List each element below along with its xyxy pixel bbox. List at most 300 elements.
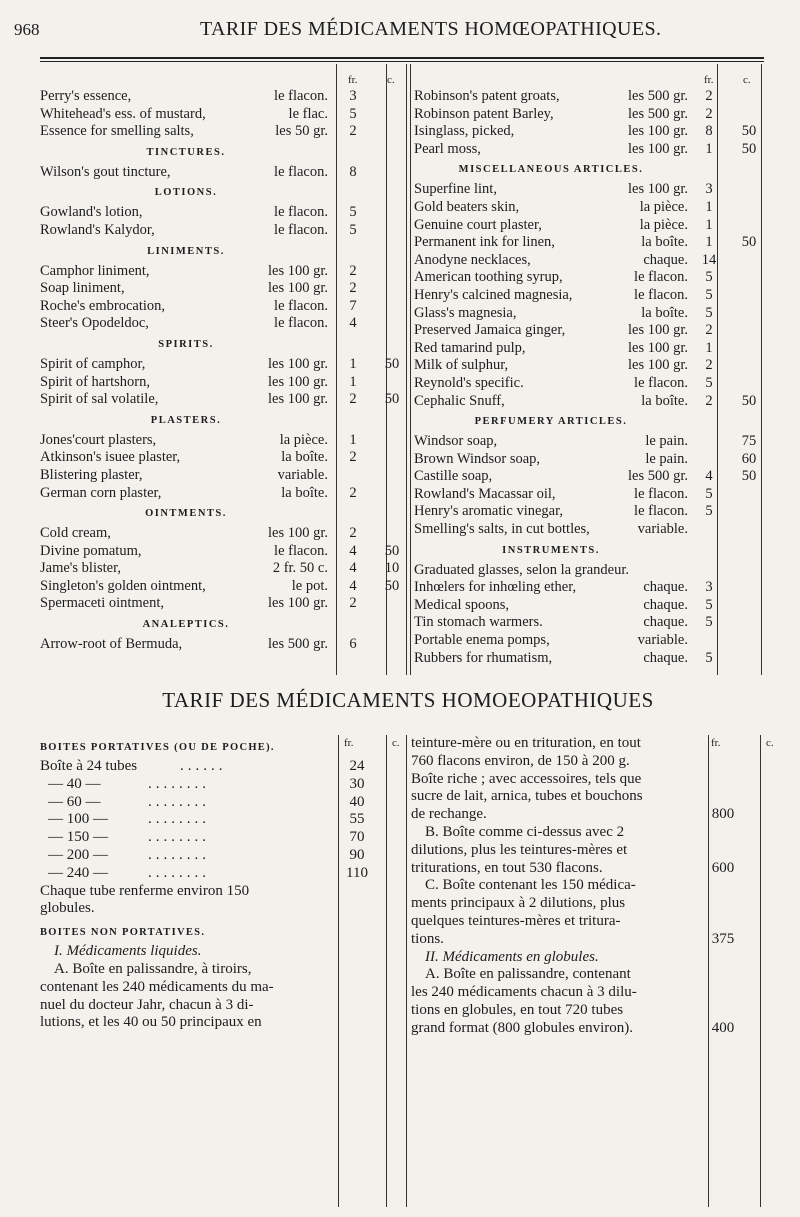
centime-heading: c.: [766, 737, 774, 749]
column-rule: [760, 735, 761, 1207]
price-centimes: 75: [741, 433, 757, 450]
price-centimes: 50: [741, 140, 757, 157]
box-label: — 240 —: [48, 864, 108, 881]
price-francs: 2: [349, 449, 357, 466]
line-text: C. Boîte contenant les 150 médica-: [425, 877, 636, 894]
item-unit: les 100 gr.: [627, 339, 688, 356]
paragraph-line: [411, 842, 711, 860]
price-francs: 5: [349, 105, 357, 122]
price-francs: 2: [705, 322, 713, 339]
box-price: 800: [711, 806, 735, 823]
item-unit: les 50 gr.: [275, 123, 328, 140]
price-centimes: 50: [741, 468, 757, 485]
price-row: [414, 88, 764, 106]
price-centimes: 50: [384, 355, 400, 372]
item-name: Reynold's specific.: [414, 374, 524, 391]
item-unit: la pièce.: [639, 198, 688, 215]
price-francs: 1: [705, 234, 713, 251]
section-heading: MISCELLANEOUS ARTICLES.: [458, 164, 644, 176]
item-name: Permanent ink for linen,: [414, 234, 555, 251]
item-name: Jones'court plasters,: [40, 431, 157, 448]
paragraph-line: [411, 966, 711, 984]
box-price-row: [40, 829, 365, 847]
item-name: Arrow-root of Bermuda,: [40, 636, 183, 653]
leader-dots: ........: [148, 829, 210, 846]
box-label: — 150 —: [48, 829, 108, 846]
item-unit: le flacon.: [634, 374, 688, 391]
leader-dots: ........: [148, 793, 210, 810]
item-unit: le flacon.: [274, 204, 328, 221]
price-row: [414, 199, 764, 217]
price-row: [40, 432, 406, 450]
price-row: [40, 123, 406, 141]
column-rule: [410, 64, 411, 675]
header-rule: [40, 57, 764, 59]
price-francs: 2: [349, 595, 357, 612]
paragraph-line: [411, 1002, 711, 1020]
item-unit: la pièce.: [639, 216, 688, 233]
item-unit: les 500 gr.: [627, 88, 688, 104]
item-name: Soap liniment,: [40, 280, 125, 297]
price-row: [414, 252, 764, 270]
item-unit: la boîte.: [641, 392, 688, 409]
price-row: [414, 269, 764, 287]
paragraph-line: [411, 930, 735, 949]
box-label: Boîte à 24 tubes: [40, 758, 138, 774]
paragraph-line: [411, 1019, 735, 1038]
item-name: Medical spoons,: [414, 596, 510, 613]
paragraph-line: [411, 984, 711, 1002]
price-row: [40, 280, 406, 298]
item-unit: les 100 gr.: [627, 357, 688, 374]
item-unit: 2 fr. 50 c.: [272, 560, 328, 577]
box-price: 24: [349, 758, 365, 774]
paragraph-line: [411, 877, 711, 895]
line-text: sucre de lait, arnica, tubes et bouchons: [411, 788, 643, 805]
note-line: globules.: [40, 900, 95, 917]
price-francs: 5: [705, 614, 713, 631]
item-unit: les 100 gr.: [267, 280, 328, 297]
paragraph-line: lutions, et les 40 ou 50 principaux en: [40, 1014, 262, 1031]
item-name: Spirit of hartshorn,: [40, 373, 150, 390]
item-name: Spirit of sal volatile,: [40, 391, 159, 408]
item-unit: la boîte.: [641, 234, 688, 251]
line-text: ments principaux à 2 dilutions, plus: [411, 895, 626, 912]
price-row: [414, 521, 764, 539]
item-name: Jame's blister,: [40, 560, 121, 577]
line-text: A. Boîte en palissandre, contenant: [425, 966, 631, 983]
box-label: — 40 —: [48, 775, 101, 792]
item-name: Anodyne necklaces,: [414, 251, 531, 268]
item-name: Spirit of camphor,: [40, 355, 146, 372]
item-unit: chaque.: [643, 579, 688, 596]
item-unit: les 500 gr.: [627, 105, 688, 122]
box-price: 375: [711, 930, 735, 947]
section-title: TARIF DES MÉDICAMENTS HOMOEOPATHIQUES: [162, 688, 654, 712]
item-unit: chaque.: [643, 251, 688, 268]
price-francs: 2: [705, 392, 713, 409]
price-row: [414, 322, 764, 340]
price-francs: 2: [349, 280, 357, 297]
box-price-row: [40, 864, 368, 883]
item-unit: les 100 gr.: [627, 181, 688, 198]
box-price: 600: [711, 859, 735, 876]
item-unit: variable.: [277, 466, 328, 483]
item-name: Red tamarind pulp,: [414, 339, 526, 356]
price-row: [40, 204, 406, 222]
paragraph-line: [411, 895, 711, 913]
box-price: 40: [349, 793, 365, 810]
item-unit: la boîte.: [281, 484, 328, 501]
item-name: Atkinson's isuee plaster,: [40, 449, 181, 466]
price-row: [414, 181, 764, 199]
item-name: Castille soap,: [414, 468, 493, 485]
line-text: de rechange.: [411, 806, 487, 823]
section-heading: SPIRITS.: [158, 338, 214, 350]
item-name: Divine pomatum,: [40, 542, 142, 559]
franc-heading: fr.: [704, 74, 714, 86]
line-text: grand format (800 globules environ).: [411, 1019, 634, 1036]
item-unit: la pièce.: [279, 431, 328, 448]
column-rule: [406, 64, 407, 675]
item-unit: le flacon.: [274, 163, 328, 180]
item-name: Glass's magnesia,: [414, 304, 517, 321]
item-name: Cold cream,: [40, 525, 111, 542]
item-unit: les 100 gr.: [267, 595, 328, 612]
item-name: Pearl moss,: [414, 140, 481, 157]
section-heading: BOITES PORTATIVES (OU DE POCHE).: [40, 742, 275, 753]
box-label: — 200 —: [48, 846, 108, 863]
item-name: Spermaceti ointment,: [40, 595, 165, 612]
price-francs: 2: [349, 123, 357, 140]
price-row: [414, 234, 764, 252]
section-heading: LINIMENTS.: [147, 245, 225, 257]
section-heading: PERFUMERY ARTICLES.: [474, 416, 628, 428]
price-francs: 1: [705, 198, 713, 215]
item-name: Superfine lint,: [414, 181, 497, 198]
line-text: tions.: [411, 930, 444, 947]
line-text: tions en globules, en tout 720 tubes: [411, 1001, 624, 1018]
item-name: Gowland's lotion,: [40, 204, 143, 221]
price-francs: 4: [705, 468, 713, 485]
item-name: Windsor soap,: [414, 433, 498, 450]
page-title: TARIF DES MÉDICAMENTS HOMŒOPATHIQUES.: [200, 18, 662, 40]
franc-heading: fr.: [348, 74, 358, 86]
price-francs: 4: [349, 577, 357, 594]
price-francs: 2: [705, 88, 713, 104]
item-name: Essence for smelling salts,: [40, 123, 194, 140]
item-name: American toothing syrup,: [414, 269, 563, 286]
price-row: [40, 88, 406, 106]
price-row: [40, 449, 406, 467]
box-price-row: [40, 793, 365, 812]
price-francs: 1: [705, 140, 713, 157]
paragraph-line: [411, 859, 735, 878]
item-unit: les 100 gr.: [267, 391, 328, 408]
price-francs: 2: [705, 105, 713, 122]
price-row: [414, 393, 764, 411]
item-unit: le flacon.: [634, 286, 688, 303]
price-row: [414, 141, 764, 159]
price-row: [40, 298, 406, 316]
item-name: Singleton's golden ointment,: [40, 577, 206, 594]
price-francs: 1: [705, 339, 713, 356]
item-name: Roche's embrocation,: [40, 297, 166, 314]
item-name: Camphor liniment,: [40, 262, 150, 279]
price-row: [40, 578, 406, 596]
price-centimes: 50: [384, 542, 400, 559]
price-francs: 5: [705, 269, 713, 286]
section-heading: TINCTURES.: [146, 146, 226, 158]
line-text: teinture-mère ou en trituration, en tout: [411, 735, 641, 751]
centime-heading: c.: [743, 74, 751, 86]
leader-dots: ........: [148, 811, 210, 828]
portable-boxes-column: [40, 735, 400, 1032]
section-heading: OINTMENTS.: [145, 508, 227, 520]
price-francs: 2: [349, 391, 357, 408]
box-price-row: [40, 811, 365, 829]
item-name: Isinglass, picked,: [414, 123, 515, 140]
item-unit: le pain.: [645, 450, 688, 467]
price-row: [40, 356, 406, 374]
item-name: Steer's Opodeldoc,: [40, 315, 149, 332]
price-row: [40, 560, 406, 578]
price-centimes: 50: [741, 234, 757, 251]
item-unit: le flacon.: [274, 88, 328, 104]
box-price: 400: [711, 1019, 735, 1036]
item-unit: les 100 gr.: [267, 373, 328, 390]
price-francs: 2: [705, 357, 713, 374]
item-unit: les 100 gr.: [627, 123, 688, 140]
price-row: [40, 222, 406, 240]
price-row: [414, 287, 764, 305]
item-unit: le flacon.: [274, 297, 328, 314]
line-text: dilutions, plus les teintures-mères et: [411, 841, 628, 858]
price-row: [40, 315, 406, 333]
price-row: [414, 375, 764, 393]
price-francs: 5: [705, 374, 713, 391]
price-centimes: 50: [384, 577, 400, 594]
price-francs: 5: [705, 503, 713, 520]
price-row: [414, 451, 764, 469]
franc-heading: fr.: [711, 737, 721, 749]
item-name: Rowland's Kalydor,: [40, 221, 155, 238]
box-label: — 60 —: [48, 793, 101, 810]
page-number: 968: [14, 20, 40, 39]
price-francs: 8: [349, 163, 357, 180]
price-row: [414, 340, 764, 358]
price-row: [40, 485, 406, 503]
price-row: [414, 468, 764, 486]
price-row: [414, 486, 764, 504]
box-price: 30: [349, 775, 365, 792]
price-row: [414, 650, 764, 668]
leader-dots: ........: [148, 775, 210, 792]
leader-dots: ........: [148, 864, 210, 881]
item-unit: chaque.: [643, 614, 688, 631]
box-price: 110: [346, 864, 368, 881]
item-unit: les 100 gr.: [267, 262, 328, 279]
price-centimes: 50: [384, 391, 400, 408]
price-francs: 5: [349, 221, 357, 238]
price-row: [414, 632, 764, 650]
line-text: triturations, en tout 530 flacons.: [411, 859, 603, 876]
right-price-column: [414, 74, 764, 667]
item-unit: le flacon.: [634, 269, 688, 286]
price-francs: 5: [705, 286, 713, 303]
item-unit: la boîte.: [641, 304, 688, 321]
price-francs: 2: [349, 525, 357, 542]
item-name: Cephalic Snuff,: [414, 392, 505, 409]
price-francs: 8: [705, 123, 713, 140]
price-centimes: 10: [384, 560, 400, 577]
column-rule: [386, 735, 387, 1207]
price-francs: 2: [349, 484, 357, 501]
price-francs: 5: [705, 304, 713, 321]
centime-heading: c.: [392, 737, 400, 749]
paragraph-line: contenant les 240 médicaments du ma-: [40, 978, 274, 995]
item-name: Brown Windsor soap,: [414, 450, 541, 467]
leader-dots: ........: [148, 846, 210, 863]
price-row: [40, 543, 406, 561]
paragraph-line: [411, 735, 711, 753]
price-row: [414, 106, 764, 124]
paragraph-line: nuel du docteur Jahr, chacun à 3 di-: [40, 996, 254, 1013]
section-heading: ANALEPTICS.: [142, 619, 230, 631]
price-francs: 3: [705, 181, 713, 198]
item-name: Whitehead's ess. of mustard,: [40, 105, 206, 122]
item-name: Perry's essence,: [40, 88, 132, 104]
line-text: quelques teintures-mères et tritura-: [411, 912, 621, 929]
box-price: 90: [349, 846, 365, 863]
item-unit: le flacon.: [274, 542, 328, 559]
item-unit: les 100 gr.: [627, 140, 688, 157]
price-centimes: 50: [741, 392, 757, 409]
header-rule-thin: [40, 61, 764, 62]
column-rule: [406, 735, 407, 1207]
item-name: German corn plaster,: [40, 484, 162, 501]
paragraph-line: [411, 753, 711, 771]
price-row: [414, 614, 764, 632]
paragraph-line: [411, 913, 711, 931]
item-unit: variable.: [637, 632, 688, 649]
item-name: Tin stomach warmers.: [414, 614, 543, 631]
box-price-row: [40, 846, 365, 865]
price-row: [414, 357, 764, 375]
price-francs: 1: [349, 431, 357, 448]
price-francs: 4: [349, 315, 357, 332]
box-price: 70: [349, 829, 365, 846]
section-heading: PLASTERS.: [150, 414, 222, 426]
price-row: [414, 597, 764, 615]
price-francs: 4: [349, 542, 357, 559]
line-text: B. Boîte comme ci-dessus avec 2: [425, 823, 625, 840]
section-heading: BOITES NON PORTATIVES.: [40, 927, 206, 939]
item-unit: les 500 gr.: [267, 636, 328, 653]
price-row: [40, 164, 406, 182]
item-unit: le flac.: [288, 105, 328, 122]
item-unit: le pain.: [645, 433, 688, 450]
price-row: [40, 374, 406, 392]
item-name: Gold beaters skin,: [414, 198, 520, 215]
note-line: Chaque tube renferme environ 150: [40, 882, 250, 899]
price-row: [40, 263, 406, 281]
item-unit: les 500 gr.: [627, 468, 688, 485]
price-francs: 5: [349, 204, 357, 221]
subheading: II. Médicaments en globules.: [425, 948, 599, 965]
price-row: [40, 391, 406, 409]
item-name: Milk of sulphur,: [414, 357, 509, 374]
price-centimes: 60: [741, 450, 757, 467]
price-row: [414, 503, 764, 521]
price-centimes: 50: [741, 123, 757, 140]
box-price-row: [40, 758, 365, 776]
item-name: Smelling's salts, in cut bottles,: [414, 521, 590, 538]
item-unit: le flacon.: [274, 315, 328, 332]
item-name: Rowland's Macassar oil,: [414, 485, 556, 502]
price-row: [40, 106, 406, 124]
item-name: Genuine court plaster,: [414, 216, 542, 233]
item-name: Blistering plaster,: [40, 466, 143, 483]
price-francs: 2: [349, 262, 357, 279]
item-name: Portable enema pomps,: [414, 632, 550, 649]
line-text: 760 flacons environ, de 150 à 200 g.: [411, 752, 630, 769]
centime-heading: c.: [387, 74, 395, 86]
paragraph-line: [411, 788, 711, 806]
item-name: Graduated glasses, selon la grandeur.: [414, 561, 630, 578]
price-francs: 14: [701, 251, 717, 268]
item-unit: chaque.: [643, 649, 688, 666]
left-price-column: [40, 74, 406, 654]
line-text: les 240 médicaments chacun à 3 dilu-: [411, 984, 637, 1001]
paragraph-line: [411, 806, 735, 824]
item-unit: le pot.: [291, 577, 328, 594]
price-francs: 6: [349, 636, 357, 653]
box-price: 55: [349, 811, 365, 828]
price-francs: 3: [705, 579, 713, 596]
price-francs: 7: [349, 297, 357, 314]
price-row: [40, 636, 406, 654]
item-unit: le flacon.: [634, 503, 688, 520]
item-unit: variable.: [637, 521, 688, 538]
price-francs: 5: [705, 649, 713, 666]
price-row: [414, 217, 764, 235]
price-francs: 4: [349, 560, 357, 577]
paragraph-line: A. Boîte en palissandre, à tiroirs,: [54, 960, 252, 977]
price-francs: 5: [705, 596, 713, 613]
item-name: Preserved Jamaica ginger,: [414, 322, 566, 339]
subheading: I. Médicaments liquides.: [54, 943, 202, 960]
price-row: [40, 595, 406, 613]
paragraph-line: [411, 771, 711, 789]
price-francs: 1: [349, 355, 357, 372]
item-name: Henry's calcined magnesia,: [414, 286, 573, 303]
item-name: Robinson patent Barley,: [414, 105, 554, 122]
price-row: [414, 433, 764, 451]
price-francs: 3: [349, 88, 357, 104]
item-name: Henry's aromatic vinegar,: [414, 503, 563, 520]
price-francs: 1: [705, 216, 713, 233]
price-row: [40, 525, 406, 543]
section-heading: LOTIONS.: [154, 187, 218, 199]
item-unit: les 100 gr.: [267, 525, 328, 542]
franc-heading: fr.: [344, 737, 354, 749]
item-unit: les 100 gr.: [627, 322, 688, 339]
paragraph-line: [411, 824, 711, 842]
non-portable-boxes-column: [411, 735, 774, 1038]
price-francs: 1: [349, 373, 357, 390]
item-name: Wilson's gout tincture,: [40, 163, 171, 180]
